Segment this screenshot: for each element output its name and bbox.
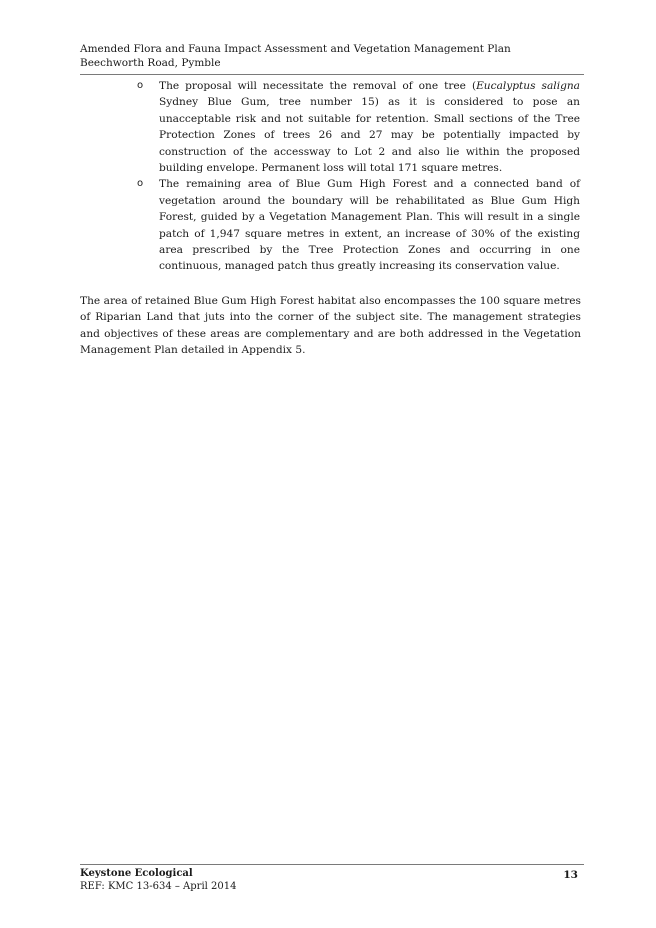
species-name: Eucalyptus saligna [476, 80, 580, 92]
bullet-marker: o [137, 178, 144, 190]
footer-divider [80, 864, 584, 865]
document-title: Amended Flora and Fauna Impact Assessment and Vegetation Management Plan [80, 43, 511, 55]
footer-reference: REF: KMC 13-634 – April 2014 [80, 881, 237, 892]
bullet-list [137, 78, 580, 275]
bullet-text: The remaining area of Blue Gum High Forest and a connected band of vegetation around the boundary will be rehabilitated as Blue Gum High Forest, guided by a Vegetation Management Plan. This will result in a single patch of 1,947 square metres in extent, an increase of 30% of the existing area prescribed by the Tree Protection Zones and occurring in one continuous, managed patch thus greatly increasing its conservation value. [159, 178, 580, 273]
bullet-item-tree-removal [137, 78, 580, 176]
body-paragraph: The area of retained Blue Gum High Forest habitat also encompasses the 100 square metres of Riparian Land that juts into the corner of the subject site. The management strategies and objectives of these areas are complementary and are both addressed in the Vegetation Management Plan detailed in Appendix 5. [80, 295, 581, 357]
site-location: Beechworth Road, Pymble [80, 57, 221, 69]
bullet-item-rehabilitation [137, 176, 580, 274]
page-footer [80, 867, 236, 893]
bullet-text-after: Sydney Blue Gum, tree number 15) as it is considered to pose an unacceptable risk and not suitable for retention. Small sections of the Tree Protection Zones of trees 26 and 27 may be potentially impacted by construction of the accessway to Lot 2 and also lie within the proposed building envelope. Permanent loss will total 171 square metres. [159, 96, 580, 175]
page-header [80, 42, 584, 70]
bullet-marker: o [137, 80, 144, 91]
page-number: 13 [563, 869, 578, 881]
footer-company: Keystone Ecological [80, 868, 193, 879]
header-divider [80, 74, 584, 75]
bullet-text-before: The proposal will necessitate the removal of one tree ( [159, 80, 477, 92]
